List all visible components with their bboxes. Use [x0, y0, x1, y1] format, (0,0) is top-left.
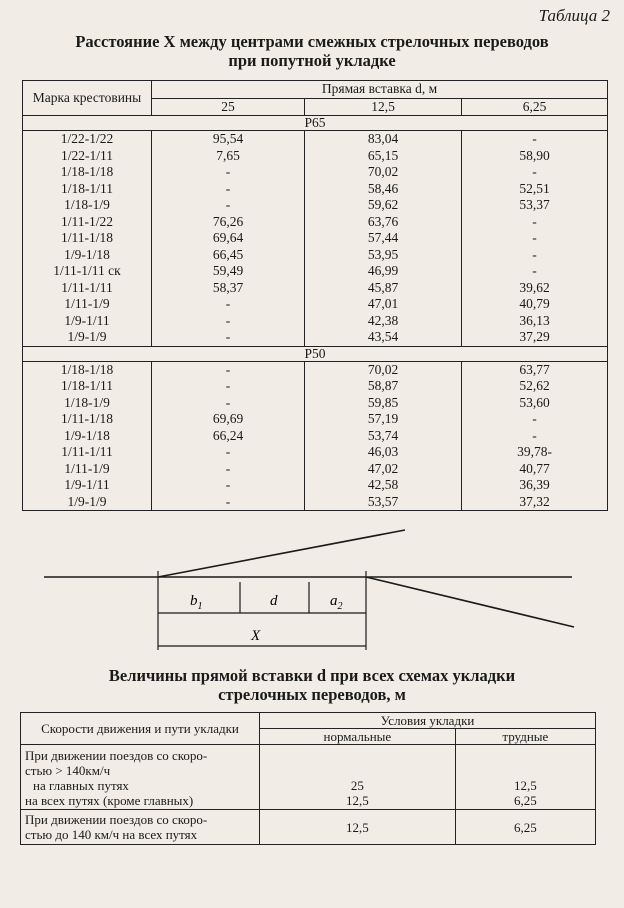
table-row — [23, 378, 608, 395]
table-row — [23, 197, 608, 214]
turnout-scheme-diagram — [0, 520, 624, 650]
distance-cell: 70,02 — [305, 361, 462, 378]
crossing-mark-cell: 1/9-1/18 — [23, 247, 152, 264]
subheader-6-25: 6,25 — [462, 98, 608, 116]
row-high-speed-label: При движении поездов со скоро- стью > 140км/ч на главных путях на всех путях (кроме главных) — [21, 745, 260, 810]
table-row — [23, 296, 608, 313]
distance-cell: 39,62 — [462, 280, 608, 297]
crossing-mark-cell: 1/9-1/11 — [23, 477, 152, 494]
distance-cell: 58,46 — [305, 181, 462, 198]
crossing-mark-cell: 1/11-1/9 — [23, 296, 152, 313]
distance-cell: 76,26 — [152, 214, 305, 231]
distance-cell: - — [152, 477, 305, 494]
table-row — [23, 444, 608, 461]
label-a2: $a_2$ — [330, 593, 343, 612]
crossing-mark-cell: 1/9-1/18 — [23, 428, 152, 445]
row-low-speed-label: При движении поездов со скоро- стью до 140 км/ч на всех путях — [21, 810, 260, 845]
crossing-mark-cell: 1/22-1/11 — [23, 148, 152, 165]
table-row — [23, 411, 608, 428]
distance-cell: - — [462, 263, 608, 280]
header-conditions: Условия укладки — [260, 713, 596, 729]
distance-cell: 83,04 — [305, 131, 462, 148]
crossing-mark-cell: 1/18-1/18 — [23, 361, 152, 378]
distance-cell: 59,49 — [152, 263, 305, 280]
table-row — [23, 181, 608, 198]
distance-cell: - — [152, 313, 305, 330]
distance-cell: 40,77 — [462, 461, 608, 478]
distance-cell: 66,24 — [152, 428, 305, 445]
table-row — [23, 280, 608, 297]
table-row — [23, 263, 608, 280]
table-row — [23, 148, 608, 165]
subheader-12-5: 12,5 — [305, 98, 462, 116]
distance-cell: - — [152, 444, 305, 461]
turnout-distance-table — [22, 80, 608, 511]
straight-insert-table — [20, 712, 596, 845]
distance-cell: - — [152, 494, 305, 511]
table-row — [23, 461, 608, 478]
distance-cell: - — [152, 164, 305, 181]
distance-cell: 66,45 — [152, 247, 305, 264]
distance-cell: 40,79 — [462, 296, 608, 313]
table-number-label: Таблица 2 — [538, 6, 610, 25]
distance-cell: - — [462, 131, 608, 148]
distance-cell: - — [462, 411, 608, 428]
distance-cell: 47,01 — [305, 296, 462, 313]
table-row — [23, 131, 608, 148]
crossing-mark-cell: 1/18-1/11 — [23, 378, 152, 395]
crossing-mark-cell: 1/11-1/18 — [23, 230, 152, 247]
distance-cell: - — [462, 230, 608, 247]
distance-cell: 53,37 — [462, 197, 608, 214]
distance-cell: 58,90 — [462, 148, 608, 165]
distance-cell: 36,39 — [462, 477, 608, 494]
subheader-25: 25 — [152, 98, 305, 116]
distance-cell: - — [152, 361, 305, 378]
table-row — [23, 313, 608, 330]
crossing-mark-cell: 1/9-1/9 — [23, 329, 152, 346]
subheader-difficult: трудные — [455, 729, 595, 745]
distance-cell: 63,77 — [462, 361, 608, 378]
table-title-line2: при попутной укладке — [228, 51, 396, 70]
crossing-mark-cell: 1/18-1/9 — [23, 395, 152, 412]
distance-cell: 57,44 — [305, 230, 462, 247]
distance-cell: - — [152, 296, 305, 313]
distance-cell: 53,95 — [305, 247, 462, 264]
section-header: Р65 — [23, 116, 608, 131]
table-row — [23, 477, 608, 494]
distance-cell: 53,74 — [305, 428, 462, 445]
distance-cell: 53,57 — [305, 494, 462, 511]
table-row — [23, 214, 608, 231]
distance-cell: 45,87 — [305, 280, 462, 297]
crossing-mark-cell: 1/9-1/9 — [23, 494, 152, 511]
table-row — [23, 329, 608, 346]
distance-cell: 95,54 — [152, 131, 305, 148]
table-row — [23, 164, 608, 181]
row-low-speed-difficult: 6,25 — [455, 810, 595, 845]
distance-cell: 46,99 — [305, 263, 462, 280]
crossing-mark-cell: 1/11-1/9 — [23, 461, 152, 478]
label-b1: $b_1$ — [190, 593, 203, 612]
subheader-normal: нормальные — [260, 729, 456, 745]
distance-cell: - — [152, 197, 305, 214]
distance-cell: 53,60 — [462, 395, 608, 412]
distance-cell: 52,62 — [462, 378, 608, 395]
distance-cell: 59,85 — [305, 395, 462, 412]
distance-cell: 69,69 — [152, 411, 305, 428]
distance-cell: 58,87 — [305, 378, 462, 395]
crossing-mark-cell: 1/11-1/11 ск — [23, 263, 152, 280]
crossing-mark-cell: 1/18-1/9 — [23, 197, 152, 214]
table-title-line1: Расстояние X между центрами смежных стрелочных переводов — [75, 32, 549, 51]
distance-cell: - — [152, 329, 305, 346]
table2-title-line2: стрелочных переводов, м — [218, 685, 406, 704]
table-row — [23, 428, 608, 445]
table-row — [23, 361, 608, 378]
distance-cell: 43,54 — [305, 329, 462, 346]
row-high-speed-difficult: 12,5 6,25 — [455, 745, 595, 810]
distance-cell: 42,58 — [305, 477, 462, 494]
crossing-mark-cell: 1/18-1/11 — [23, 181, 152, 198]
distance-cell: 58,37 — [152, 280, 305, 297]
crossing-mark-cell: 1/18-1/18 — [23, 164, 152, 181]
distance-cell: 7,65 — [152, 148, 305, 165]
row-low-speed-normal: 12,5 — [260, 810, 456, 845]
diverging-track-upper — [158, 530, 405, 577]
table-row — [23, 247, 608, 264]
distance-cell: 42,38 — [305, 313, 462, 330]
label-d: d — [270, 593, 278, 609]
distance-cell: 69,64 — [152, 230, 305, 247]
distance-cell: - — [462, 428, 608, 445]
crossing-mark-cell: 1/11-1/22 — [23, 214, 152, 231]
distance-cell: 52,51 — [462, 181, 608, 198]
section-header: Р50 — [23, 346, 608, 361]
row-high-speed-normal: 25 12,5 — [260, 745, 456, 810]
header-speeds: Скорости движения и пути укладки — [21, 713, 260, 745]
distance-cell: 59,62 — [305, 197, 462, 214]
distance-cell: - — [152, 378, 305, 395]
diverging-track-lower — [366, 577, 574, 627]
header-straight-insert: Прямая вставка d, м — [152, 81, 608, 99]
header-crossing-mark: Марка крестовины — [23, 81, 152, 116]
distance-cell: 47,02 — [305, 461, 462, 478]
distance-cell: 37,29 — [462, 329, 608, 346]
crossing-mark-cell: 1/11-1/18 — [23, 411, 152, 428]
table2-title-line1: Величины прямой вставки d при всех схемах укладки — [108, 666, 516, 685]
crossing-mark-cell: 1/22-1/22 — [23, 131, 152, 148]
distance-cell: - — [152, 181, 305, 198]
distance-cell: 37,32 — [462, 494, 608, 511]
distance-cell: 57,19 — [305, 411, 462, 428]
distance-cell: - — [152, 395, 305, 412]
distance-cell: 39,78- — [462, 444, 608, 461]
table-row — [23, 230, 608, 247]
table-row — [23, 395, 608, 412]
distance-cell: - — [152, 461, 305, 478]
distance-cell: 63,76 — [305, 214, 462, 231]
table-row — [23, 494, 608, 511]
distance-cell: 36,13 — [462, 313, 608, 330]
crossing-mark-cell: 1/9-1/11 — [23, 313, 152, 330]
label-x: X — [251, 628, 261, 644]
distance-cell: - — [462, 214, 608, 231]
distance-cell: 70,02 — [305, 164, 462, 181]
distance-cell: - — [462, 164, 608, 181]
distance-cell: - — [462, 247, 608, 264]
crossing-mark-cell: 1/11-1/11 — [23, 280, 152, 297]
distance-cell: 46,03 — [305, 444, 462, 461]
crossing-mark-cell: 1/11-1/11 — [23, 444, 152, 461]
distance-cell: 65,15 — [305, 148, 462, 165]
